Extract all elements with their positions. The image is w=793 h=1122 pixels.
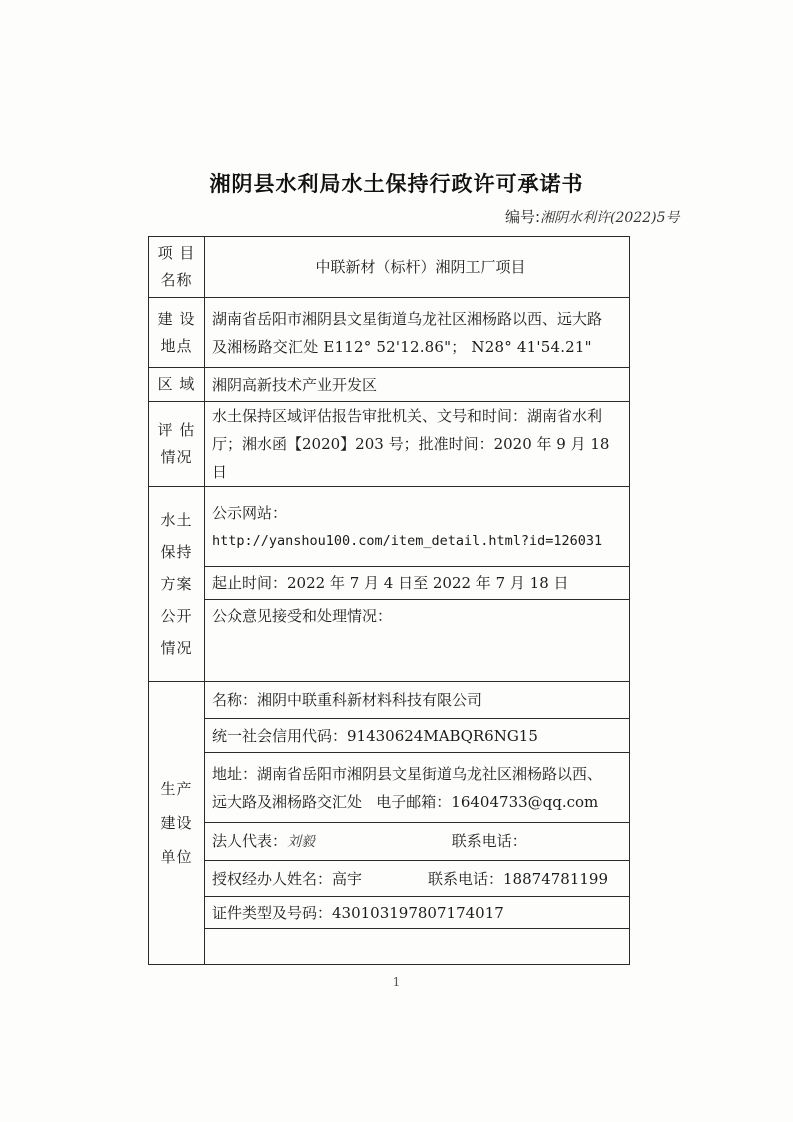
location-line-1: 湖南省岳阳市湘阴县文星街道乌龙社区湘杨路以西、远大路 (212, 309, 603, 328)
document-number (505, 206, 680, 227)
row-id-number (149, 897, 630, 929)
agent-name: 授权经办人姓名：高宇 (212, 869, 363, 888)
legal-rep-phone-label: 联系电话： (451, 832, 527, 850)
assessment-line-1: 水土保持区域评估报告审批机关、文号和时间：湖南省水利 (212, 407, 603, 425)
row-blank (149, 929, 630, 965)
value-legal-rep (205, 823, 630, 861)
row-period (149, 567, 630, 600)
value-region: 湘阴高新技术产业开发区 (205, 368, 630, 402)
row-region (149, 368, 630, 402)
row-agent (149, 861, 630, 897)
value-assessment (205, 402, 630, 487)
row-location (149, 298, 630, 368)
website-label: 公示网站： (212, 503, 288, 522)
agent-phone: 联系电话：18874781199 (428, 869, 608, 888)
document-number-label: 编号: (505, 208, 541, 226)
value-website (205, 487, 630, 567)
value-blank (205, 929, 630, 965)
row-address (149, 753, 630, 823)
document-title: 湘阴县水利局水土保持行政许可承诺书 (209, 172, 584, 196)
value-public-opinion: 公众意见接受和处理情况： (205, 600, 630, 682)
row-assessment (149, 402, 630, 487)
value-unit-name: 名称：湘阴中联重科新材料科技有限公司 (205, 682, 630, 719)
legal-rep-label: 法人代表： (212, 832, 288, 850)
row-website (149, 487, 630, 567)
row-unit-name (149, 682, 630, 719)
commitment-table (148, 236, 630, 965)
address-line-2: 远大路及湘杨路交汇处 电子邮箱：16404733@qq.com (212, 792, 599, 811)
row-public-opinion (149, 600, 630, 682)
label-construction-unit: 生产 建设 单位 (149, 682, 205, 965)
value-id-number: 证件类型及号码：430103197807174017 (205, 897, 630, 929)
label-plan-disclosure: 水土 保持 方案 公开 情况 (149, 487, 205, 682)
label-location: 建 设 地点 (149, 298, 205, 368)
row-legal-rep (149, 823, 630, 861)
page-number: 1 (392, 975, 401, 989)
address-line-1: 地址：湖南省岳阳市湘阴县文星街道乌龙社区湘杨路以西、 (212, 764, 603, 783)
label-region: 区 域 (149, 368, 205, 402)
value-location (205, 298, 630, 368)
value-agent (205, 861, 630, 897)
label-assessment: 评 估 情况 (149, 402, 205, 487)
document-number-value: 湘阴水利许(2022)5号 (540, 210, 680, 226)
value-credit-code: 统一社会信用代码：91430624MABQR6NG15 (205, 719, 630, 753)
website-url: http://yanshou100.com/item_detail.html?id=126031 (212, 532, 603, 549)
row-credit-code (149, 719, 630, 753)
value-period: 起止时间：2022 年 7 月 4 日至 2022 年 7 月 18 日 (205, 567, 630, 600)
assessment-line-2: 厅；湘水函【2020】203 号；批准时间：2020 年 9 月 18 日 (212, 435, 610, 481)
label-project: 项 目 名称 (149, 237, 205, 298)
value-address (205, 753, 630, 823)
legal-rep-signature: 刘毅 (287, 834, 316, 850)
location-line-2: 及湘杨路交汇处 E112° 52'12.86"； N28° 41'54.21" (212, 337, 592, 356)
row-project (149, 237, 630, 298)
value-project: 中联新材（标杆）湘阴工厂项目 (205, 237, 630, 298)
